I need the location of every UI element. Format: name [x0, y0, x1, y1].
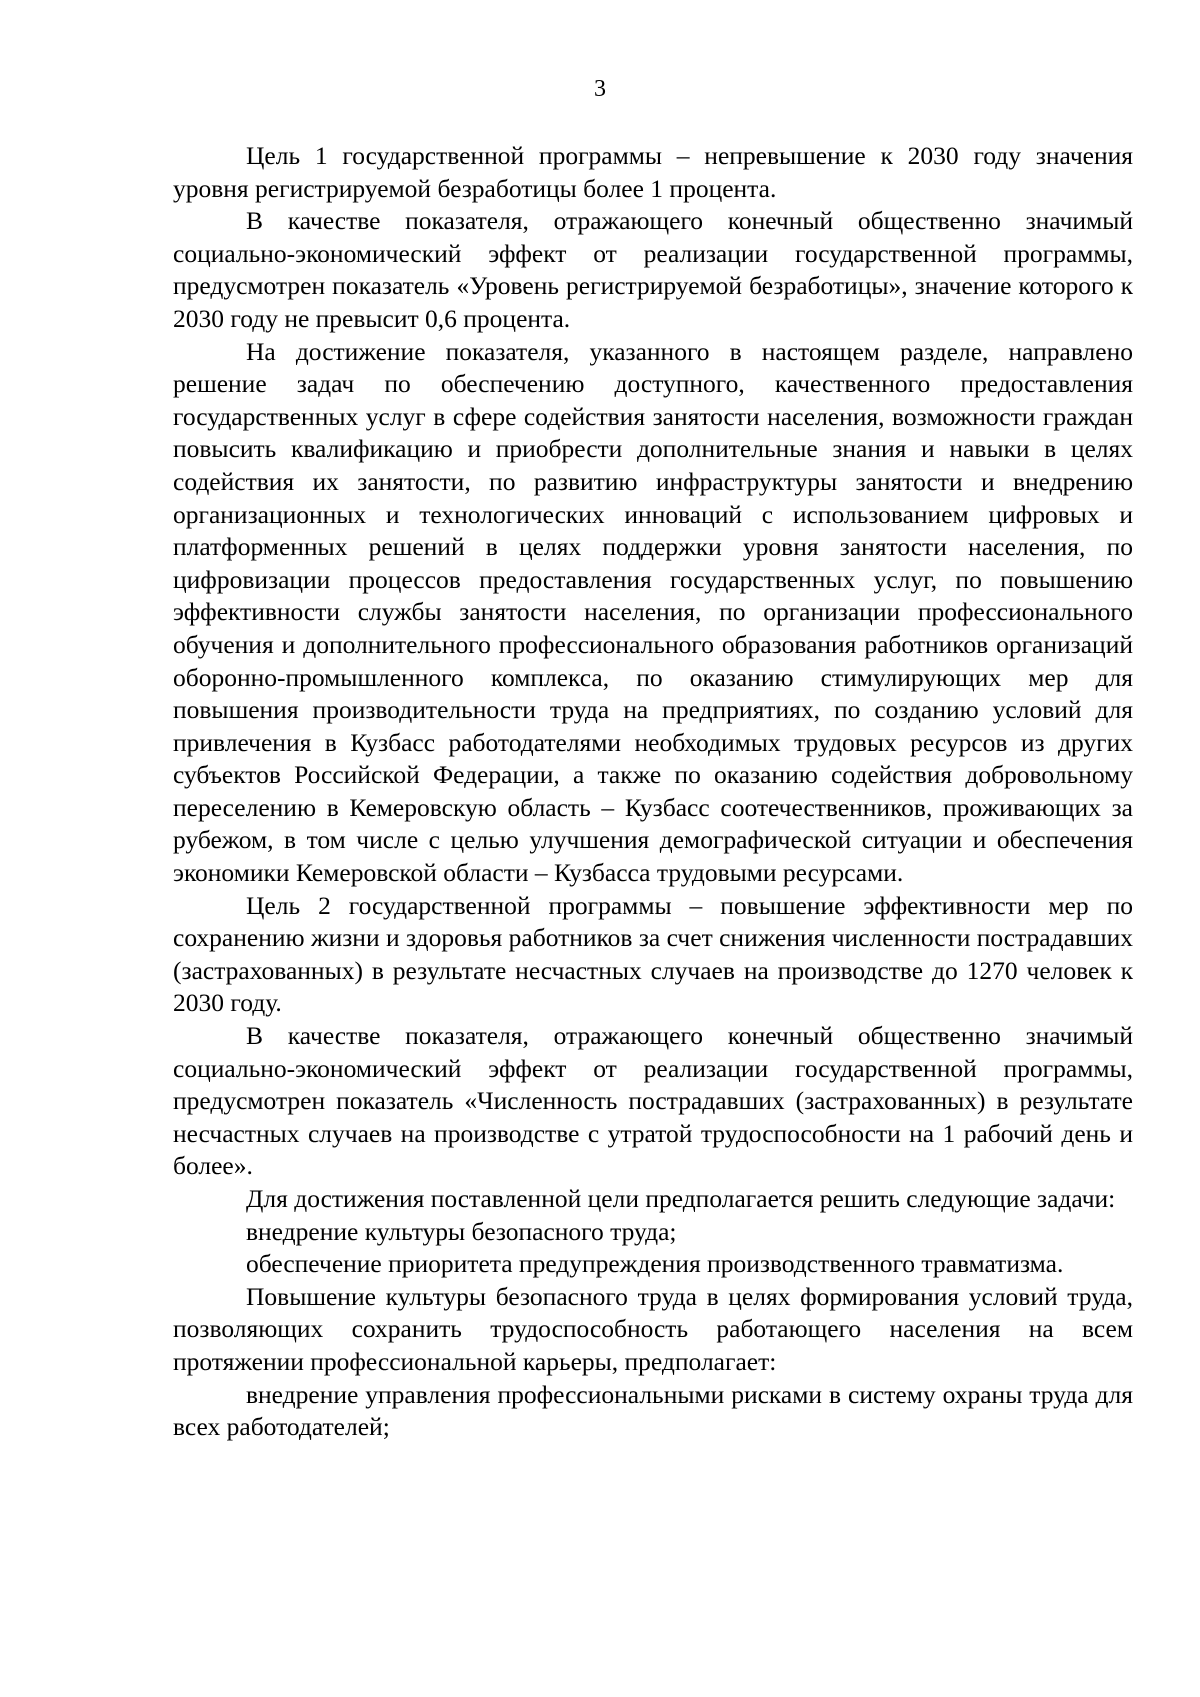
paragraph-indicator-injured: В качестве показателя, отражающего конечный общественно значимый социально-экономический эффект от реализации государственной программы, предусмотрен показатель «Численность пострадавших (застрахованных) в результате несчастных случаев на производстве с утратой трудоспособности на 1 рабочий день и более».	[173, 1021, 1133, 1181]
document-body	[173, 140, 1133, 1444]
list-item-safe-work-culture: внедрение культуры безопасного труда;	[246, 1216, 677, 1246]
page-number: 3	[594, 76, 606, 102]
paragraph-goal-1: Цель 1 государственной программы – непревышение к 2030 году значения уровня регистрируемой безработицы более 1 процента.	[173, 141, 1133, 203]
paragraph-goal-2: Цель 2 государственной программы – повышение эффективности мер по сохранению жизни и здоровья работников за счет снижения численности пострадавших (застрахованных) в результате несчастных случаев на производстве до 1270 человек к 2030 году.	[173, 890, 1133, 1018]
paragraph-indicator-unemployment: В качестве показателя, отражающего конечный общественно значимый социально-экономический эффект от реализации государственной программы, предусмотрен показатель «Уровень регистрируемой безработицы», значение которого к 2030 году не превысит 0,6 процента.	[173, 206, 1133, 333]
paragraph-tasks-employment: На достижение показателя, указанного в настоящем разделе, направлено решение задач по обеспечению доступного, качественного предоставления государственных услуг в сфере содействия занятости населения, возможности граждан повысить квалификацию и приобрести дополнительные знания и навыки в целях содействия их занятости, по развитию инфраструктуры занятости и внедрению организационных и технологических инноваций с использованием цифровых и платформенных решений в целях поддержки уровня занятости населения, по цифровизации процессов предоставления государственных услуг, по повышению эффективности службы занятости населения, по организации профессионального обучения и дополнительного профессионального образования работников организаций оборонно-промышленного комплекса, по оказанию стимулирующих мер для повышения производительности труда на предприятиях, по созданию условий для привлечения в Кузбасс работодателями необходимых трудовых ресурсов из других субъектов Российской Федерации, а также по оказанию содействия добровольному переселению в Кемеровскую область – Кузбасс соотечественников, проживающих за рубежом, в том числе с целью улучшения демографической ситуации и обеспечения экономики Кемеровской области – Кузбасса трудовыми ресурсами.	[173, 336, 1133, 888]
list-item-risk-management: внедрение управления профессиональными рисками в систему охраны труда для всех работодателей;	[173, 1379, 1133, 1442]
list-item-injury-prevention: обеспечение приоритета предупреждения производственного травматизма.	[246, 1249, 1064, 1279]
paragraph-tasks-intro: Для достижения поставленной цели предполагается решить следующие задачи:	[246, 1184, 1116, 1213]
paragraph-safe-work-culture: Повышение культуры безопасного труда в целях формирования условий труда, позволяющих сохранить трудоспособность работающего населения на всем протяжении профессиональной карьеры, предполагает:	[173, 1281, 1133, 1376]
